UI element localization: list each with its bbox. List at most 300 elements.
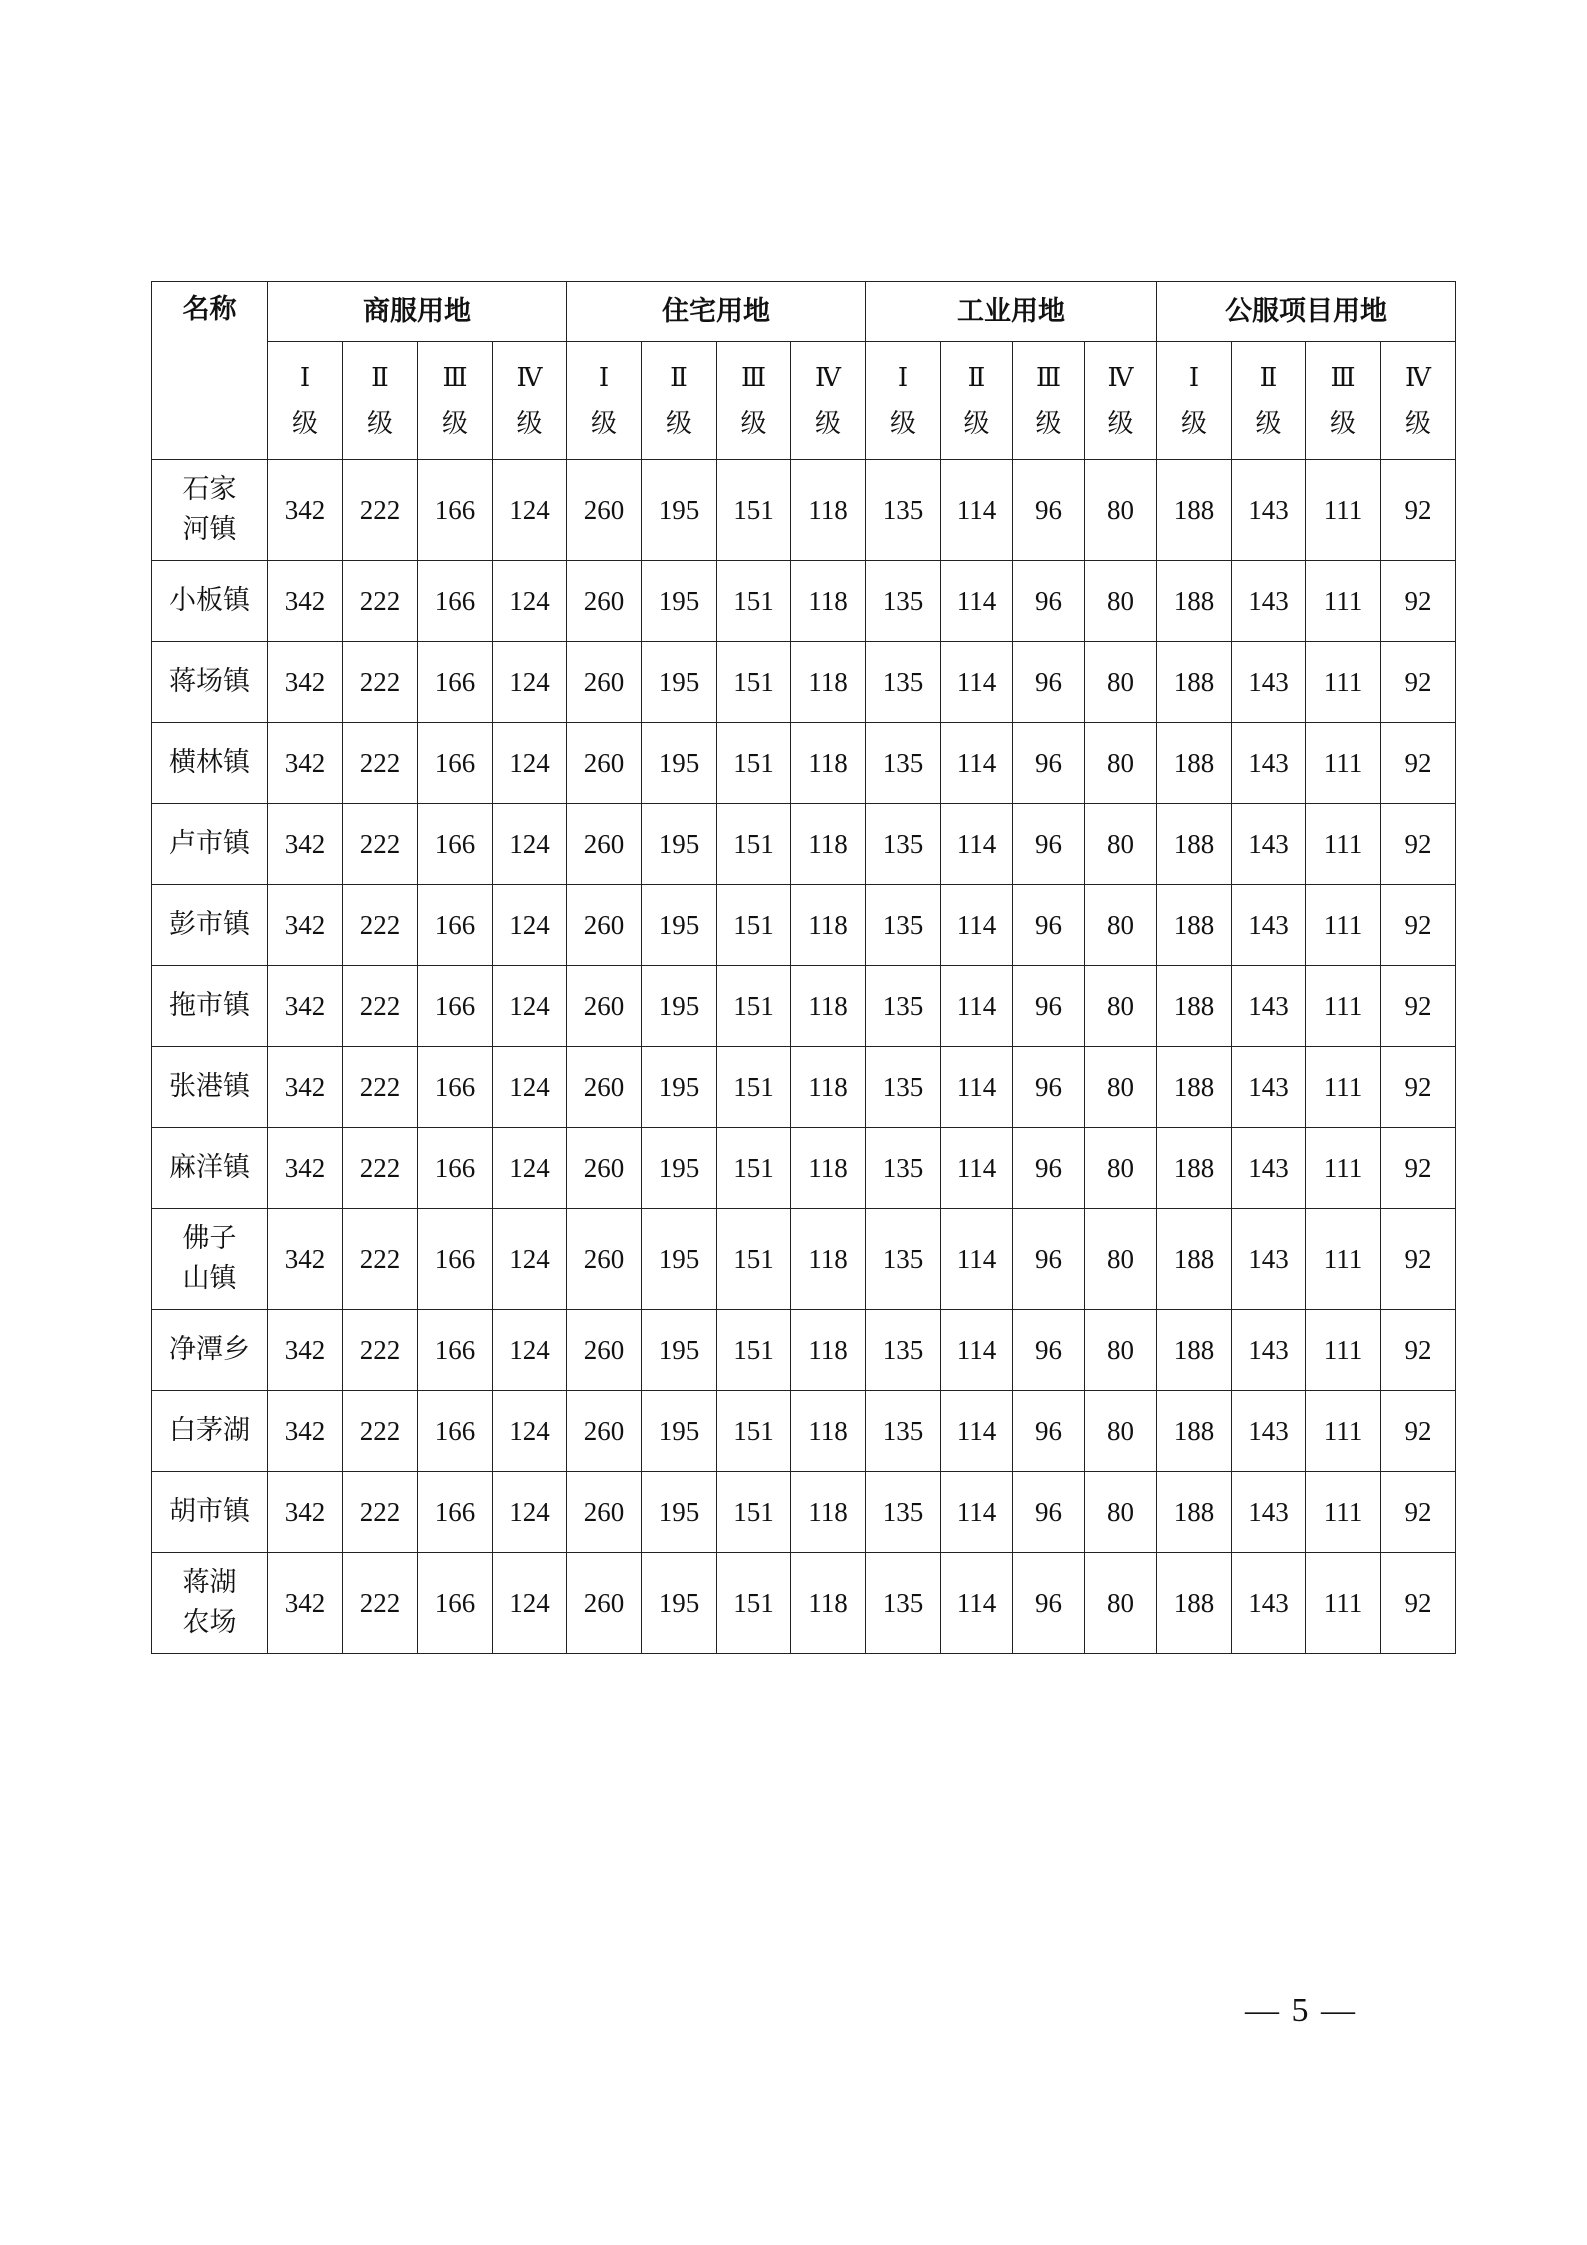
price-value-cell: 342 [268,642,343,723]
grade-header [268,342,343,460]
town-name-cell: 拖市镇 [152,966,268,1047]
grade-header [343,342,418,460]
price-value-cell: 96 [1013,1128,1085,1209]
price-value-cell: 114 [941,804,1013,885]
grade-suffix: 级 [1180,408,1207,439]
price-value-cell: 143 [1232,1209,1306,1310]
price-value-cell: 195 [642,723,717,804]
town-name-cell: 石家河镇 [152,460,268,561]
price-value-cell: 92 [1381,561,1456,642]
price-value-cell: 222 [343,1553,418,1654]
price-value-cell: 124 [493,1391,567,1472]
town-name-cell: 胡市镇 [152,1472,268,1553]
name-column-header: 名称 [152,282,268,460]
price-value-cell: 111 [1306,1553,1381,1654]
price-value-cell: 96 [1013,885,1085,966]
price-value-cell: 143 [1232,804,1306,885]
price-value-cell: 260 [567,723,642,804]
grade-suffix: 级 [1107,408,1134,439]
price-value-cell: 114 [941,642,1013,723]
price-value-cell: 143 [1232,1128,1306,1209]
price-value-cell: 342 [268,1310,343,1391]
price-value-cell: 188 [1157,804,1232,885]
price-value-cell: 143 [1232,1472,1306,1553]
price-value-cell: 188 [1157,460,1232,561]
price-value-cell: 143 [1232,460,1306,561]
price-value-cell: 222 [343,1209,418,1310]
price-value-cell: 111 [1306,1391,1381,1472]
price-value-cell: 188 [1157,966,1232,1047]
price-value-cell: 166 [418,1047,493,1128]
table-row [152,966,1456,1047]
price-value-cell: 135 [866,1047,941,1128]
grade-suffix: 级 [366,408,393,439]
price-value-cell: 96 [1013,561,1085,642]
price-value-cell: 195 [642,642,717,723]
grade-suffix: 级 [1255,408,1282,439]
price-value-cell: 96 [1013,1391,1085,1472]
price-value-cell: 114 [941,1128,1013,1209]
price-value-cell: 114 [941,1047,1013,1128]
price-value-cell: 80 [1085,1553,1157,1654]
town-name-cell: 麻洋镇 [152,1128,268,1209]
grade-label: Ⅳ [1405,362,1431,393]
grade-label: Ⅲ [740,362,767,393]
price-value-cell: 124 [493,1209,567,1310]
price-value-cell: 260 [567,1209,642,1310]
grade-header [1381,342,1456,460]
price-value-cell: 195 [642,885,717,966]
town-name-cell: 卢市镇 [152,804,268,885]
price-value-cell: 111 [1306,1310,1381,1391]
price-value-cell: 195 [642,804,717,885]
grade-label: Ⅲ [1330,362,1356,393]
price-value-cell: 118 [791,642,866,723]
grade-label: Ⅱ [371,362,389,393]
price-value-cell: 92 [1381,1391,1456,1472]
price-value-cell: 188 [1157,1128,1232,1209]
price-value-cell: 151 [717,1553,791,1654]
price-value-cell: 114 [941,1310,1013,1391]
grade-header [717,342,791,460]
grade-label: Ⅱ [1259,362,1278,393]
price-value-cell: 118 [791,1391,866,1472]
price-value-cell: 222 [343,642,418,723]
grade-suffix: 级 [1035,408,1062,439]
grade-suffix: 级 [665,408,692,439]
price-value-cell: 80 [1085,804,1157,885]
grade-label: Ⅰ [897,362,909,393]
price-value-cell: 260 [567,460,642,561]
price-value-cell: 260 [567,966,642,1047]
price-value-cell: 222 [343,460,418,561]
price-value-cell: 188 [1157,642,1232,723]
price-value-cell: 342 [268,804,343,885]
price-value-cell: 118 [791,966,866,1047]
price-value-cell: 166 [418,804,493,885]
table-row [152,642,1456,723]
price-value-cell: 166 [418,642,493,723]
price-value-cell: 222 [343,1310,418,1391]
table-row [152,1553,1456,1654]
price-value-cell: 80 [1085,561,1157,642]
price-value-cell: 111 [1306,1472,1381,1553]
price-value-cell: 96 [1013,1047,1085,1128]
price-value-cell: 92 [1381,1209,1456,1310]
price-value-cell: 118 [791,885,866,966]
group-header-commercial: 商服用地 [268,282,567,342]
price-value-cell: 188 [1157,1472,1232,1553]
price-value-cell: 114 [941,1553,1013,1654]
price-value-cell: 151 [717,460,791,561]
price-value-cell: 166 [418,966,493,1047]
price-value-cell: 111 [1306,642,1381,723]
price-value-cell: 118 [791,1128,866,1209]
price-value-cell: 166 [418,723,493,804]
price-value-cell: 166 [418,1209,493,1310]
price-value-cell: 124 [493,1553,567,1654]
price-value-cell: 111 [1306,966,1381,1047]
price-value-cell: 111 [1306,1047,1381,1128]
price-value-cell: 118 [791,1209,866,1310]
table-row [152,885,1456,966]
price-value-cell: 135 [866,966,941,1047]
group-header-public-service: 公服项目用地 [1157,282,1456,342]
price-value-cell: 260 [567,1553,642,1654]
price-value-cell: 166 [418,885,493,966]
price-value-cell: 342 [268,460,343,561]
price-value-cell: 188 [1157,723,1232,804]
price-value-cell: 260 [567,804,642,885]
price-value-cell: 222 [343,561,418,642]
price-value-cell: 114 [941,723,1013,804]
price-value-cell: 118 [791,1472,866,1553]
price-value-cell: 166 [418,1128,493,1209]
table-row [152,460,1456,561]
price-value-cell: 151 [717,1209,791,1310]
price-value-cell: 111 [1306,561,1381,642]
price-value-cell: 166 [418,1310,493,1391]
grade-label: Ⅳ [516,362,543,393]
price-value-cell: 124 [493,1128,567,1209]
price-value-cell: 124 [493,642,567,723]
grade-suffix: 级 [1329,408,1356,439]
price-value-cell: 118 [791,804,866,885]
price-value-cell: 195 [642,1472,717,1553]
price-value-cell: 342 [268,885,343,966]
price-value-cell: 92 [1381,460,1456,561]
price-value-cell: 342 [268,723,343,804]
price-value-cell: 80 [1085,1128,1157,1209]
price-value-cell: 195 [642,1209,717,1310]
price-value-cell: 118 [791,1310,866,1391]
price-value-cell: 166 [418,1472,493,1553]
price-value-cell: 124 [493,1047,567,1128]
price-value-cell: 195 [642,1128,717,1209]
table-row [152,561,1456,642]
grade-label: Ⅳ [1107,362,1134,393]
price-value-cell: 342 [268,966,343,1047]
price-value-cell: 342 [268,1047,343,1128]
price-value-cell: 96 [1013,1310,1085,1391]
grade-header [567,342,642,460]
price-value-cell: 260 [567,1472,642,1553]
price-value-cell: 80 [1085,1310,1157,1391]
price-value-cell: 342 [268,1391,343,1472]
table-row [152,1472,1456,1553]
price-value-cell: 143 [1232,1391,1306,1472]
table-row [152,804,1456,885]
price-value-cell: 151 [717,1310,791,1391]
price-value-cell: 111 [1306,1128,1381,1209]
price-value-cell: 151 [717,561,791,642]
price-value-cell: 188 [1157,1391,1232,1472]
price-value-cell: 222 [343,723,418,804]
price-value-cell: 80 [1085,642,1157,723]
price-value-cell: 135 [866,1553,941,1654]
price-value-cell: 124 [493,1310,567,1391]
table-row [152,1209,1456,1310]
price-value-cell: 222 [343,1391,418,1472]
price-value-cell: 92 [1381,723,1456,804]
price-value-cell: 143 [1232,885,1306,966]
price-value-cell: 260 [567,1047,642,1128]
price-value-cell: 188 [1157,561,1232,642]
grade-label: Ⅰ [299,362,311,393]
price-value-cell: 188 [1157,1047,1232,1128]
price-value-cell: 124 [493,723,567,804]
town-name-cell: 彭市镇 [152,885,268,966]
page-number: — 5 — [1245,1992,1357,2029]
price-value-cell: 260 [567,1391,642,1472]
grade-header-row [152,342,1456,460]
price-value-cell: 96 [1013,966,1085,1047]
price-value-cell: 114 [941,1391,1013,1472]
grade-header [1232,342,1306,460]
price-value-cell: 151 [717,804,791,885]
price-value-cell: 96 [1013,1209,1085,1310]
grade-header [418,342,493,460]
price-value-cell: 143 [1232,1310,1306,1391]
price-value-cell: 260 [567,1128,642,1209]
price-value-cell: 96 [1013,642,1085,723]
price-value-cell: 96 [1013,1553,1085,1654]
price-value-cell: 80 [1085,460,1157,561]
price-value-cell: 135 [866,460,941,561]
grade-label: Ⅰ [1188,362,1200,393]
price-value-cell: 342 [268,1472,343,1553]
price-value-cell: 151 [717,1047,791,1128]
price-value-cell: 124 [493,460,567,561]
table-row [152,1128,1456,1209]
price-value-cell: 195 [642,561,717,642]
price-value-cell: 222 [343,1128,418,1209]
price-value-cell: 80 [1085,1209,1157,1310]
price-value-cell: 114 [941,460,1013,561]
price-value-cell: 114 [941,885,1013,966]
price-value-cell: 135 [866,1209,941,1310]
price-value-cell: 124 [493,966,567,1047]
table-row [152,1391,1456,1472]
price-value-cell: 96 [1013,460,1085,561]
price-value-cell: 92 [1381,966,1456,1047]
price-value-cell: 151 [717,885,791,966]
grade-suffix: 级 [441,408,468,439]
price-value-cell: 80 [1085,1472,1157,1553]
price-value-cell: 143 [1232,561,1306,642]
price-value-cell: 342 [268,1128,343,1209]
price-value-cell: 135 [866,804,941,885]
town-name-cell: 小板镇 [152,561,268,642]
price-value-cell: 80 [1085,1391,1157,1472]
group-header-residential: 住宅用地 [567,282,866,342]
price-value-cell: 111 [1306,460,1381,561]
town-name-cell: 横林镇 [152,723,268,804]
price-value-cell: 92 [1381,804,1456,885]
price-value-cell: 260 [567,1310,642,1391]
grade-suffix: 级 [740,408,767,439]
price-value-cell: 124 [493,885,567,966]
grade-label: Ⅰ [598,362,610,393]
table-row [152,1310,1456,1391]
price-value-cell: 143 [1232,642,1306,723]
grade-suffix: 级 [963,408,990,439]
price-value-cell: 118 [791,1047,866,1128]
grade-header [642,342,717,460]
price-value-cell: 92 [1381,1472,1456,1553]
price-value-cell: 151 [717,642,791,723]
price-value-cell: 151 [717,1128,791,1209]
price-value-cell: 342 [268,1553,343,1654]
grade-header [1157,342,1232,460]
price-value-cell: 166 [418,561,493,642]
price-value-cell: 151 [717,966,791,1047]
price-value-cell: 118 [791,1553,866,1654]
grade-suffix: 级 [1404,408,1431,439]
town-name-cell: 张港镇 [152,1047,268,1128]
price-value-cell: 222 [343,885,418,966]
price-value-cell: 80 [1085,723,1157,804]
price-value-cell: 118 [791,561,866,642]
town-name-cell: 佛子山镇 [152,1209,268,1310]
price-value-cell: 111 [1306,804,1381,885]
grade-header [866,342,941,460]
town-name-cell: 蒋湖农场 [152,1553,268,1654]
price-value-cell: 80 [1085,1047,1157,1128]
price-value-cell: 143 [1232,1047,1306,1128]
price-value-cell: 195 [642,1047,717,1128]
price-value-cell: 114 [941,966,1013,1047]
grade-header [493,342,567,460]
price-value-cell: 188 [1157,1553,1232,1654]
price-value-cell: 188 [1157,1209,1232,1310]
price-value-cell: 151 [717,723,791,804]
grade-header [941,342,1013,460]
price-value-cell: 222 [343,1472,418,1553]
price-value-cell: 135 [866,1128,941,1209]
price-value-cell: 96 [1013,804,1085,885]
price-value-cell: 124 [493,561,567,642]
price-value-cell: 222 [343,1047,418,1128]
grade-suffix: 级 [516,408,543,439]
price-value-cell: 195 [642,460,717,561]
price-value-cell: 195 [642,1553,717,1654]
price-value-cell: 114 [941,561,1013,642]
price-value-cell: 135 [866,1310,941,1391]
price-value-cell: 342 [268,1209,343,1310]
price-value-cell: 195 [642,1391,717,1472]
price-value-cell: 135 [866,561,941,642]
town-name-cell: 蒋场镇 [152,642,268,723]
price-value-cell: 124 [493,1472,567,1553]
group-header-row [152,282,1456,342]
price-value-cell: 92 [1381,1310,1456,1391]
price-value-cell: 92 [1381,642,1456,723]
price-value-cell: 195 [642,1310,717,1391]
price-value-cell: 143 [1232,1553,1306,1654]
price-value-cell: 143 [1232,723,1306,804]
price-value-cell: 114 [941,1472,1013,1553]
grade-label: Ⅲ [1035,362,1062,393]
price-value-cell: 92 [1381,885,1456,966]
price-value-cell: 92 [1381,1047,1456,1128]
price-value-cell: 135 [866,1391,941,1472]
price-value-cell: 96 [1013,723,1085,804]
grade-suffix: 级 [889,408,916,439]
price-value-cell: 92 [1381,1553,1456,1654]
price-value-cell: 114 [941,1209,1013,1310]
price-value-cell: 188 [1157,1310,1232,1391]
price-value-cell: 260 [567,561,642,642]
price-value-cell: 92 [1381,1128,1456,1209]
price-value-cell: 151 [717,1472,791,1553]
price-value-cell: 135 [866,885,941,966]
grade-label: Ⅳ [815,362,841,393]
price-value-cell: 260 [567,885,642,966]
price-value-cell: 124 [493,804,567,885]
price-value-cell: 135 [866,1472,941,1553]
grade-label: Ⅱ [967,362,986,393]
group-header-industrial: 工业用地 [866,282,1157,342]
land-price-table [151,281,1456,1654]
price-value-cell: 111 [1306,885,1381,966]
grade-label: Ⅲ [442,362,468,393]
price-value-cell: 96 [1013,1472,1085,1553]
price-value-cell: 118 [791,460,866,561]
price-value-cell: 166 [418,460,493,561]
price-value-cell: 111 [1306,723,1381,804]
price-value-cell: 166 [418,1391,493,1472]
price-value-cell: 342 [268,561,343,642]
grade-suffix: 级 [291,408,318,439]
price-value-cell: 135 [866,723,941,804]
price-value-cell: 166 [418,1553,493,1654]
grade-header [1013,342,1085,460]
price-value-cell: 135 [866,642,941,723]
price-value-cell: 222 [343,966,418,1047]
grade-header [1306,342,1381,460]
price-value-cell: 80 [1085,966,1157,1047]
price-value-cell: 195 [642,966,717,1047]
grade-label: Ⅱ [670,362,688,393]
grade-header [791,342,866,460]
grade-suffix: 级 [814,408,841,439]
table-body [152,460,1456,1654]
price-value-cell: 111 [1306,1209,1381,1310]
price-value-cell: 80 [1085,885,1157,966]
price-value-cell: 222 [343,804,418,885]
price-value-cell: 188 [1157,885,1232,966]
